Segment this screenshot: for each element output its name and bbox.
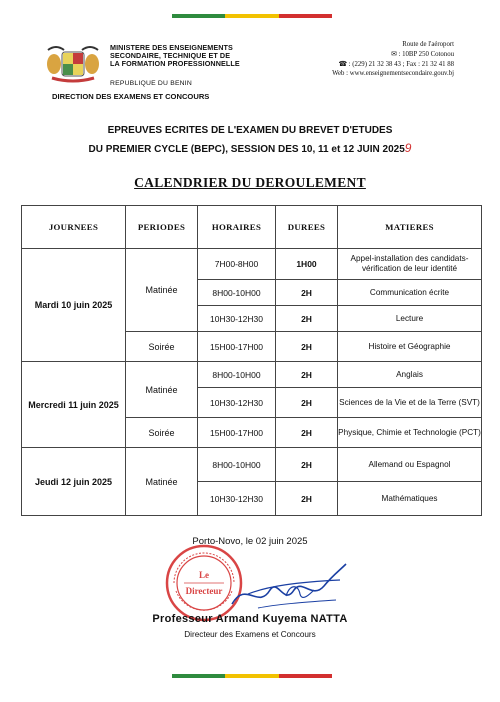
subject-cell: Allemand ou Espagnol [338,448,482,482]
duration-cell: 2H [276,482,338,516]
time-cell: 7H00-8H00 [198,249,276,280]
period-cell: Soirée [126,332,198,362]
flag-bar-bottom [172,674,332,678]
subject-cell: Appel-installation des candidats-vérification de leur identité [338,249,482,280]
handwritten-mark: 9 [404,141,412,155]
duration-cell: 2H [276,362,338,388]
calendar-heading: CALENDRIER DU DEROULEMENT [134,175,366,190]
header-durees: DUREES [276,206,338,249]
header-journees: JOURNEES [22,206,126,249]
title-line-2-text: DU PREMIER CYCLE (BEPC), SESSION DES 10, 11 et 12 JUIN 2025 [88,144,405,155]
subject-cell: Histoire et Géographie [338,332,482,362]
table-row [22,249,482,280]
subject-cell: Sciences de la Vie et de la Terre (SVT) [338,388,482,418]
time-cell: 8H00-10H00 [198,280,276,306]
period-cell: Matinée [126,448,198,516]
ministry-line: MINISTERE DES ENSEIGNEMENTS [110,43,233,52]
period-cell: Matinée [126,249,198,332]
duration-cell: 2H [276,280,338,306]
ministry-line: SECONDAIRE, TECHNIQUE ET DE [110,51,231,61]
document-title-line-1: EPREUVES ECRITES DE L'EXAMEN DU BREVET D'ETUDES [107,125,393,136]
exam-schedule-table [21,205,482,516]
time-cell: 15H00-17H00 [198,332,276,362]
subject-cell: Physique, Chimie et Technologie (PCT) [338,418,482,448]
signer-name: Professeur Armand Kuyema NATTA [152,613,348,625]
place-and-date: Porto-Novo, le 02 juin 2025 [192,536,308,547]
time-cell: 8H00-10H00 [198,448,276,482]
svg-text:Directeur: Directeur [185,586,223,596]
table-row [22,448,482,482]
header-matieres: MATIERES [338,206,482,249]
duration-cell: 2H [276,418,338,448]
header-horaires: HORAIRES [198,206,276,249]
republic-name: REPUBLIQUE DU BENIN [110,80,192,87]
contact-po-box: ✉ : 10BP 250 Cotonou [391,50,454,58]
contact-address: Route de l'aéroport [402,41,454,48]
time-cell: 10H30-12H30 [198,482,276,516]
period-cell: Soirée [126,418,198,448]
signer-role: Directeur des Examens et Concours [184,630,316,639]
subject-cell: Anglais [338,362,482,388]
duration-cell: 2H [276,388,338,418]
duration-cell: 2H [276,332,338,362]
contact-web: Web : www.enseignementsecondaire.gouv.bj [332,70,454,78]
ministry-line: LA FORMATION PROFESSIONNELLE [110,59,240,69]
time-cell: 10H30-12H30 [198,306,276,332]
period-cell: Matinée [126,362,198,418]
duration-cell: 2H [276,306,338,332]
time-cell: 8H00-10H00 [198,362,276,388]
header-periodes: PERIODES [126,206,198,249]
benin-coat-of-arms-icon [42,44,104,84]
contact-block [332,40,454,79]
subject-cell: Mathématiques [338,482,482,516]
flag-bar-top [172,14,332,18]
table-row [22,362,482,388]
day-cell: Jeudi 12 juin 2025 [22,448,126,516]
subject-cell: Lecture [338,306,482,332]
signature-icon [228,560,348,616]
ministry-name [110,44,240,69]
day-cell: Mardi 10 juin 2025 [22,249,126,362]
time-cell: 15H00-17H00 [198,418,276,448]
duration-cell: 2H [276,448,338,482]
subject-cell: Communication écrite [338,280,482,306]
document-title-line-2 [0,141,500,155]
duration-cell: 1H00 [276,249,338,280]
contact-phone: ☎ : (229) 21 32 38 43 ; Fax : 21 32 41 88 [338,60,454,68]
svg-text:Le: Le [199,570,209,580]
time-cell: 10H30-12H30 [198,388,276,418]
direction-name: DIRECTION DES EXAMENS ET CONCOURS [52,92,210,101]
table-header-row [22,206,482,249]
day-cell: Mercredi 11 juin 2025 [22,362,126,448]
